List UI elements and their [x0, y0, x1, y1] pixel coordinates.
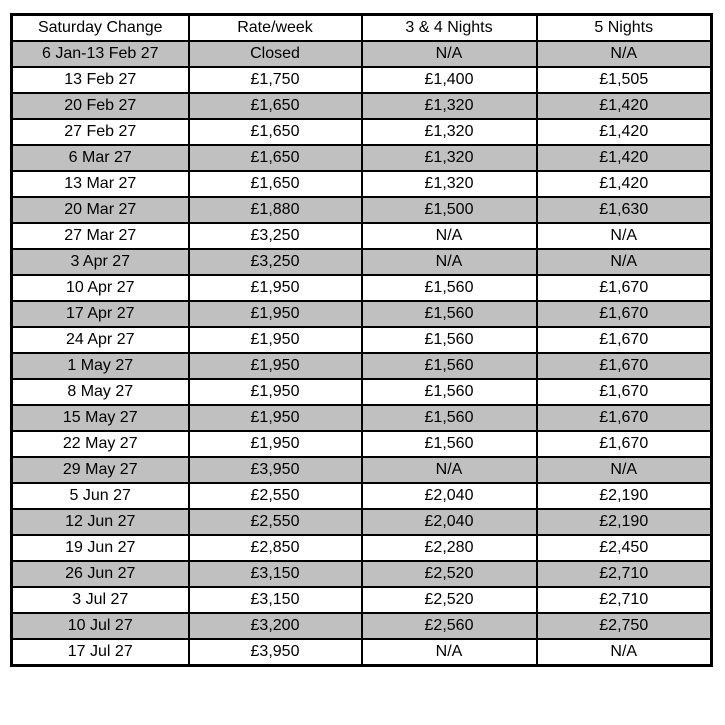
table-cell: 3 Jul 27: [12, 587, 189, 613]
table-header-row: [12, 15, 712, 42]
table-cell: £3,250: [189, 249, 362, 275]
table-cell: £3,250: [189, 223, 362, 249]
table-cell: £1,420: [537, 171, 712, 197]
table-cell: £2,190: [537, 509, 712, 535]
table-row: [12, 327, 712, 353]
table-cell: £1,320: [362, 171, 537, 197]
table-cell: £2,560: [362, 613, 537, 639]
table-row: [12, 639, 712, 666]
table-cell: 3 Apr 27: [12, 249, 189, 275]
table-cell: £1,670: [537, 353, 712, 379]
table-cell: N/A: [362, 249, 537, 275]
table-cell: N/A: [537, 639, 712, 666]
table-cell: 12 Jun 27: [12, 509, 189, 535]
table-row: [12, 535, 712, 561]
table-cell: £3,200: [189, 613, 362, 639]
table-cell: 10 Apr 27: [12, 275, 189, 301]
table-row: [12, 171, 712, 197]
table-cell: £1,320: [362, 93, 537, 119]
table-cell: N/A: [362, 41, 537, 67]
table-cell: £1,670: [537, 379, 712, 405]
table-cell: £1,560: [362, 379, 537, 405]
table-cell: £1,420: [537, 93, 712, 119]
table-cell: £2,550: [189, 509, 362, 535]
table-cell: £1,560: [362, 301, 537, 327]
table-row: [12, 483, 712, 509]
table-cell: £1,670: [537, 301, 712, 327]
table-row: [12, 457, 712, 483]
table-row: [12, 197, 712, 223]
table-cell: £1,950: [189, 275, 362, 301]
table-cell: £1,950: [189, 431, 362, 457]
table-cell: £2,280: [362, 535, 537, 561]
table-cell: 26 Jun 27: [12, 561, 189, 587]
table-cell: £2,710: [537, 587, 712, 613]
table-cell: 15 May 27: [12, 405, 189, 431]
table-cell: £1,560: [362, 405, 537, 431]
table-cell: £1,950: [189, 301, 362, 327]
table-cell: £1,420: [537, 145, 712, 171]
table-cell: £1,750: [189, 67, 362, 93]
table-cell: 6 Mar 27: [12, 145, 189, 171]
col-header-saturday-change: Saturday Change: [12, 15, 189, 42]
table-cell: N/A: [537, 249, 712, 275]
table-cell: N/A: [537, 41, 712, 67]
table-cell: 17 Apr 27: [12, 301, 189, 327]
table-cell: £1,670: [537, 431, 712, 457]
table-cell: 20 Feb 27: [12, 93, 189, 119]
table-cell: £3,950: [189, 457, 362, 483]
table-cell: £1,950: [189, 327, 362, 353]
table-cell: 24 Apr 27: [12, 327, 189, 353]
table-cell: £1,420: [537, 119, 712, 145]
table-row: [12, 431, 712, 457]
table-cell: £2,520: [362, 561, 537, 587]
table-cell: £1,670: [537, 275, 712, 301]
table-cell: 27 Mar 27: [12, 223, 189, 249]
table-cell: £2,550: [189, 483, 362, 509]
table-cell: £3,150: [189, 561, 362, 587]
table-cell: 20 Mar 27: [12, 197, 189, 223]
table-cell: 10 Jul 27: [12, 613, 189, 639]
table-cell: 29 May 27: [12, 457, 189, 483]
table-cell: £3,950: [189, 639, 362, 666]
table-cell: £1,950: [189, 405, 362, 431]
table-cell: N/A: [362, 639, 537, 666]
table-row: [12, 41, 712, 67]
table-cell: £1,560: [362, 327, 537, 353]
table-cell: £1,320: [362, 145, 537, 171]
col-header-3-4-nights: 3 & 4 Nights: [362, 15, 537, 42]
table-cell: £1,505: [537, 67, 712, 93]
table-cell: 5 Jun 27: [12, 483, 189, 509]
table-cell: £2,710: [537, 561, 712, 587]
table-cell: £1,650: [189, 93, 362, 119]
table-cell: £2,190: [537, 483, 712, 509]
table-row: [12, 587, 712, 613]
table-row: [12, 613, 712, 639]
table-cell: £1,500: [362, 197, 537, 223]
table-cell: 6 Jan-13 Feb 27: [12, 41, 189, 67]
table-row: [12, 561, 712, 587]
table-row: [12, 93, 712, 119]
table-row: [12, 119, 712, 145]
table-cell: N/A: [362, 457, 537, 483]
table-body: [12, 41, 712, 666]
table-cell: £1,630: [537, 197, 712, 223]
table-row: [12, 509, 712, 535]
table-cell: N/A: [537, 457, 712, 483]
table-cell: £2,450: [537, 535, 712, 561]
table-cell: £2,750: [537, 613, 712, 639]
table-cell: £1,560: [362, 275, 537, 301]
table-cell: £2,040: [362, 509, 537, 535]
table-cell: N/A: [362, 223, 537, 249]
table-cell: £2,040: [362, 483, 537, 509]
table-row: [12, 145, 712, 171]
table-cell: £1,880: [189, 197, 362, 223]
table-cell: £3,150: [189, 587, 362, 613]
rates-table-container: [10, 13, 713, 667]
table-row: [12, 249, 712, 275]
table-row: [12, 301, 712, 327]
table-row: [12, 67, 712, 93]
table-row: [12, 353, 712, 379]
table-cell: 22 May 27: [12, 431, 189, 457]
table-cell: £1,650: [189, 171, 362, 197]
table-cell: 17 Jul 27: [12, 639, 189, 666]
table-cell: 1 May 27: [12, 353, 189, 379]
table-cell: 19 Jun 27: [12, 535, 189, 561]
col-header-5-nights: 5 Nights: [537, 15, 712, 42]
table-cell: 13 Feb 27: [12, 67, 189, 93]
table-cell: 8 May 27: [12, 379, 189, 405]
table-cell: £1,650: [189, 145, 362, 171]
table-cell: 13 Mar 27: [12, 171, 189, 197]
table-cell: £1,950: [189, 353, 362, 379]
table-row: [12, 405, 712, 431]
col-header-rate-week: Rate/week: [189, 15, 362, 42]
table-cell: Closed: [189, 41, 362, 67]
rates-table: [10, 13, 713, 667]
table-cell: £1,400: [362, 67, 537, 93]
table-cell: N/A: [537, 223, 712, 249]
table-cell: £1,320: [362, 119, 537, 145]
table-cell: £1,560: [362, 431, 537, 457]
table-cell: £1,670: [537, 405, 712, 431]
table-cell: £1,560: [362, 353, 537, 379]
table-cell: £1,650: [189, 119, 362, 145]
table-cell: £1,670: [537, 327, 712, 353]
table-cell: £1,950: [189, 379, 362, 405]
table-row: [12, 275, 712, 301]
table-row: [12, 223, 712, 249]
table-cell: £2,850: [189, 535, 362, 561]
table-cell: £2,520: [362, 587, 537, 613]
table-cell: 27 Feb 27: [12, 119, 189, 145]
table-row: [12, 379, 712, 405]
